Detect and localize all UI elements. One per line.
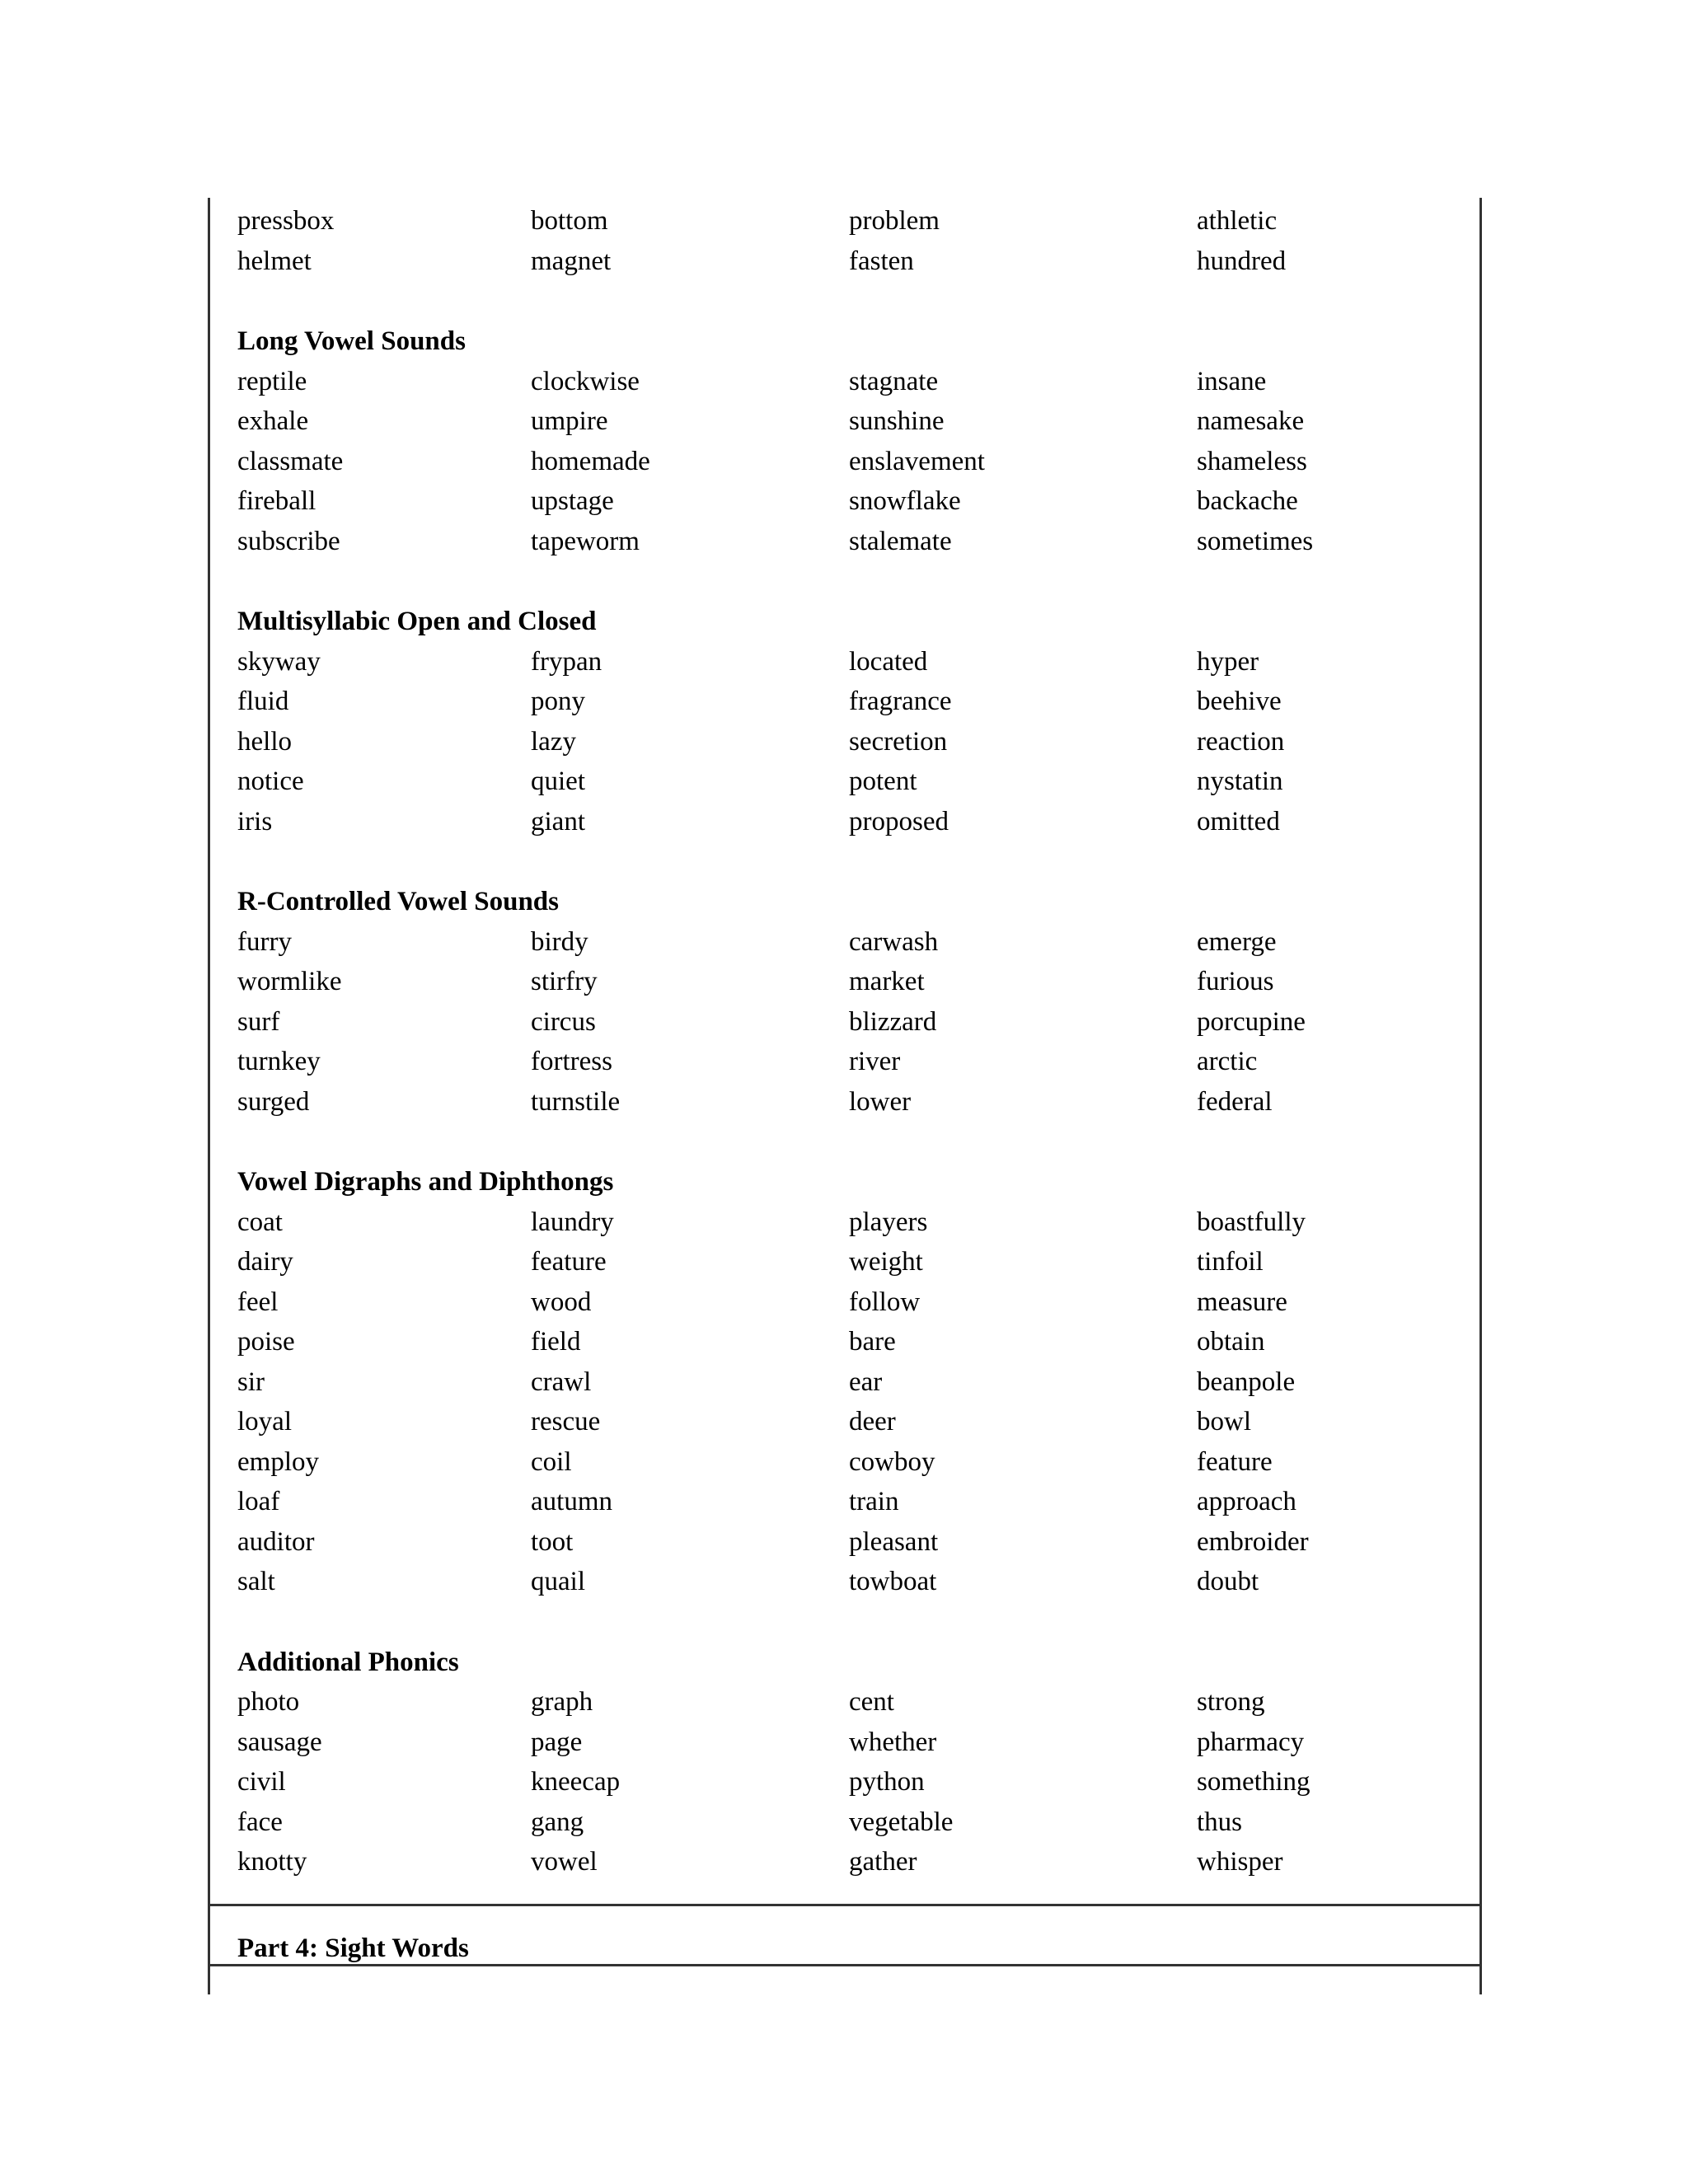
word-row	[237, 962, 1457, 1002]
word-cell: notice	[237, 766, 304, 796]
word-cell: skyway	[237, 646, 321, 677]
word-row	[237, 762, 1457, 802]
word-row	[237, 1002, 1457, 1043]
word-row	[237, 442, 1457, 482]
part-4-heading: Part 4: Sight Words	[237, 1933, 469, 1963]
word-cell: exhale	[237, 406, 309, 436]
word-section	[237, 1643, 1457, 1882]
table-divider-top	[208, 1904, 1482, 1906]
word-cell: approach	[1197, 1487, 1296, 1516]
word-cell: carwash	[849, 926, 939, 957]
word-cell: enslavement	[849, 446, 985, 476]
word-row	[237, 682, 1457, 722]
section-heading: Vowel Digraphs and Diphthongs	[237, 1167, 614, 1197]
word-cell: vegetable	[849, 1807, 954, 1837]
word-cell: magnet	[531, 246, 612, 276]
word-row	[237, 922, 1457, 963]
word-cell: towboat	[849, 1567, 937, 1596]
word-cell: feel	[237, 1286, 279, 1317]
word-cell: snowflake	[849, 486, 961, 516]
word-cell: bare	[849, 1327, 896, 1357]
word-cell: beanpole	[1197, 1366, 1296, 1397]
word-cell: birdy	[531, 926, 588, 957]
word-cell: helmet	[237, 246, 312, 276]
word-row	[237, 1442, 1457, 1483]
word-row	[237, 1522, 1457, 1563]
word-cell: subscribe	[237, 526, 340, 556]
word-cell: wood	[531, 1286, 592, 1317]
word-row	[237, 1402, 1457, 1442]
word-cell: insane	[1197, 366, 1267, 396]
word-cell: autumn	[531, 1487, 612, 1516]
word-row	[237, 201, 1457, 241]
word-row	[237, 241, 1457, 282]
word-cell: nystatin	[1197, 766, 1283, 796]
word-cell: auditor	[237, 1526, 315, 1557]
word-cell: vowel	[531, 1847, 598, 1877]
word-row	[237, 1562, 1457, 1602]
word-cell: iris	[237, 806, 273, 837]
word-cell: face	[237, 1807, 283, 1837]
word-cell: blizzard	[849, 1006, 937, 1037]
word-cell: bowl	[1197, 1407, 1251, 1436]
word-cell: arctic	[1197, 1047, 1258, 1076]
word-cell: omitted	[1197, 806, 1280, 837]
word-cell: giant	[531, 806, 585, 837]
word-cell: train	[849, 1487, 899, 1516]
section-heading: Multisyllabic Open and Closed	[237, 607, 597, 636]
word-row	[237, 362, 1457, 402]
word-row	[237, 481, 1457, 522]
word-cell: stalemate	[849, 526, 952, 556]
word-cell: frypan	[531, 646, 603, 677]
word-cell: coil	[531, 1446, 572, 1477]
table-divider-bottom	[208, 1964, 1482, 1966]
word-cell: feature	[1197, 1446, 1273, 1477]
word-cell: wormlike	[237, 967, 342, 996]
word-cell: proposed	[849, 806, 949, 837]
phonics-word-lists	[237, 201, 1457, 1882]
word-cell: gang	[531, 1807, 584, 1837]
word-cell: furious	[1197, 967, 1274, 996]
word-row	[237, 642, 1457, 682]
word-cell: backache	[1197, 486, 1298, 516]
word-cell: coat	[237, 1207, 283, 1237]
word-cell: pony	[531, 687, 585, 716]
word-cell: photo	[237, 1687, 300, 1717]
word-cell: fluid	[237, 687, 289, 716]
word-cell: loyal	[237, 1407, 292, 1436]
word-cell: embroider	[1197, 1526, 1309, 1557]
word-cell: laundry	[531, 1207, 614, 1237]
word-cell: boastfully	[1197, 1207, 1306, 1237]
word-cell: shameless	[1197, 446, 1307, 476]
word-row	[237, 1242, 1457, 1282]
word-row	[237, 1082, 1457, 1122]
word-row	[237, 1322, 1457, 1362]
word-cell: surged	[237, 1086, 310, 1117]
word-row	[237, 1202, 1457, 1243]
word-cell: turnstile	[531, 1086, 621, 1117]
word-cell: python	[849, 1767, 925, 1797]
word-cell: pharmacy	[1197, 1727, 1305, 1757]
word-cell: potent	[849, 766, 917, 796]
word-cell: stagnate	[849, 366, 939, 396]
word-cell: secretion	[849, 726, 948, 757]
word-cell: turnkey	[237, 1047, 321, 1076]
word-row	[237, 401, 1457, 442]
word-cell: emerge	[1197, 926, 1277, 957]
word-cell: obtain	[1197, 1327, 1265, 1357]
word-cell: cowboy	[849, 1446, 935, 1477]
word-cell: knotty	[237, 1847, 307, 1877]
word-cell: lower	[849, 1086, 912, 1117]
word-cell: market	[849, 967, 925, 996]
word-cell: hundred	[1197, 246, 1287, 276]
word-cell: problem	[849, 206, 940, 236]
word-cell: fragrance	[849, 687, 952, 716]
word-cell: sometimes	[1197, 526, 1314, 556]
word-row	[237, 802, 1457, 842]
word-section	[237, 882, 1457, 1122]
word-cell: field	[531, 1327, 581, 1357]
word-cell: athletic	[1197, 206, 1278, 236]
word-cell: pressbox	[237, 206, 335, 236]
word-cell: gather	[849, 1847, 917, 1877]
word-cell: upstage	[531, 486, 614, 516]
word-cell: sir	[237, 1366, 265, 1397]
word-cell: lazy	[531, 726, 576, 757]
word-cell: ear	[849, 1366, 883, 1397]
word-cell: feature	[531, 1247, 607, 1277]
word-cell: tinfoil	[1197, 1247, 1264, 1277]
word-cell: kneecap	[531, 1767, 621, 1797]
word-cell: stirfry	[531, 967, 598, 996]
word-cell: doubt	[1197, 1567, 1259, 1596]
word-cell: fasten	[849, 246, 914, 276]
word-cell: graph	[531, 1687, 593, 1717]
word-row	[237, 1842, 1457, 1882]
word-cell: pleasant	[849, 1526, 939, 1557]
word-cell: beehive	[1197, 687, 1282, 716]
word-cell: page	[531, 1727, 583, 1757]
word-cell: homemade	[531, 446, 650, 476]
word-row	[237, 522, 1457, 562]
word-cell: river	[849, 1047, 901, 1076]
word-cell: quiet	[531, 766, 585, 796]
table-right-border	[1479, 198, 1482, 1994]
word-cell: something	[1197, 1767, 1311, 1797]
word-cell: circus	[531, 1006, 596, 1037]
section-heading: R-Controlled Vowel Sounds	[237, 887, 559, 916]
word-cell: players	[849, 1207, 928, 1237]
word-cell: hello	[237, 726, 292, 757]
word-section	[237, 321, 1457, 561]
word-row	[237, 1042, 1457, 1082]
table-left-border	[208, 198, 210, 1994]
word-cell: reaction	[1197, 726, 1285, 757]
word-row	[237, 1762, 1457, 1802]
word-row	[237, 1802, 1457, 1843]
word-cell: reptile	[237, 366, 307, 396]
word-row	[237, 1282, 1457, 1323]
word-cell: porcupine	[1197, 1006, 1306, 1037]
word-cell: furry	[237, 926, 292, 957]
word-section	[237, 602, 1457, 841]
word-cell: whether	[849, 1727, 937, 1757]
word-cell: poise	[237, 1327, 295, 1357]
word-cell: civil	[237, 1767, 286, 1797]
word-section	[237, 1162, 1457, 1602]
word-cell: cent	[849, 1687, 894, 1717]
word-row	[237, 1682, 1457, 1722]
word-cell: located	[849, 646, 928, 677]
word-cell: strong	[1197, 1687, 1265, 1717]
word-cell: tapeworm	[531, 526, 640, 556]
word-cell: whisper	[1197, 1847, 1283, 1877]
word-cell: employ	[237, 1446, 319, 1477]
word-cell: clockwise	[531, 366, 640, 396]
word-cell: crawl	[531, 1366, 592, 1397]
word-cell: salt	[237, 1567, 275, 1596]
word-cell: bottom	[531, 206, 608, 236]
word-cell: rescue	[531, 1407, 601, 1436]
word-cell: follow	[849, 1286, 921, 1317]
word-row	[237, 722, 1457, 762]
word-cell: hyper	[1197, 646, 1259, 677]
word-cell: fortress	[531, 1047, 612, 1076]
word-cell: deer	[849, 1407, 896, 1436]
word-cell: surf	[237, 1006, 280, 1037]
word-cell: sunshine	[849, 406, 945, 436]
word-cell: namesake	[1197, 406, 1305, 436]
word-cell: thus	[1197, 1807, 1243, 1837]
section-heading: Additional Phonics	[237, 1647, 459, 1677]
word-cell: umpire	[531, 406, 608, 436]
word-cell: dairy	[237, 1247, 293, 1277]
word-cell: quail	[531, 1567, 585, 1596]
word-cell: toot	[531, 1526, 574, 1557]
word-cell: federal	[1197, 1086, 1273, 1117]
word-cell: loaf	[237, 1487, 280, 1516]
word-row	[237, 1362, 1457, 1403]
section-heading: Long Vowel Sounds	[237, 326, 466, 356]
word-row	[237, 1482, 1457, 1522]
word-cell: measure	[1197, 1286, 1287, 1317]
word-cell: classmate	[237, 446, 344, 476]
word-cell: weight	[849, 1247, 923, 1277]
word-section	[237, 201, 1457, 281]
word-cell: fireball	[237, 486, 316, 516]
word-cell: sausage	[237, 1727, 322, 1757]
word-row	[237, 1722, 1457, 1763]
